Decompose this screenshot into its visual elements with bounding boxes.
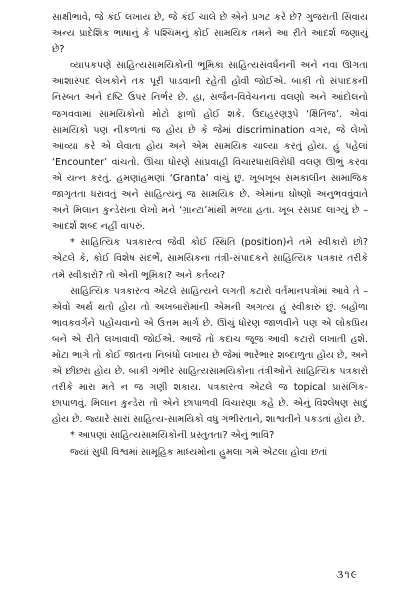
paragraph: વ્યાપકપણે સાહિત્યસામયિકોની ભૂમિકા સાહિત્યસંવર્ધનની અને નવા ઊગતા આશાસ્પદ લેખકોને તક પૂરી પાડવાની રહેતી હોવી જોઈએ. બાકી તો સંપાદકની નિસ્બત અને દષ્ટિ ઉપર નિર્ભર છે. હા, સર્જન-વિવેચનના વલણો અને આંદોલનો જગવવામાં સામયિકોનો મોટો ફાળો હોઈ શકે. ઉદાહરણરૂપે ‘ક્ષિતિજ’. એવાં સામયિકો પણ નીકળતાં જ હોય છે કે જેમાં discrimination વગર, જે લેખો આવ્યા કરે એ લેવાતા હોય અને એમ સામયિક ચાલ્યા કરતું હોય. હું પહેલાં ‘Encounter’ વાંચતો. ઊંચા ધોરણે સાંપ્રવાહી વિચારધારાવિરોધી વલણ ઊભું કરવા એ યત્ન કરતું. હમણાંહમણાં ‘Granta’ વાંચું છું. ખૂબખૂબ સમકાલીન સામાજિક જાગૃતતા ધરાવતું અને સાહિત્યનું જ સામયિક છે. એમાંના ઘોષ્ણો અનુભવવુંવાતે અને મિલાન કુન્ડેરાના લેખો મને ‘ગ્રાન્ટા’માંથી મળ્યા હતા. ખૂબ રસપ્રદ લાગ્યું છે – આદર્શ શબ્દ નહીં વાપરું. (52, 60, 368, 233)
question-paragraph: * આપણાં સાહિત્યસામયિકોની પ્રસ્તુતતા? એનું ભાવિ? (70, 430, 275, 442)
paragraph: જ્યાં સુધી વિશ્વમાં સામૂહિક માધ્યમોના હુમલા ગમે એટલા હોવા છતાં (70, 446, 328, 458)
page-text-body (52, 10, 368, 461)
paragraph: સાહિત્યિક પત્રકારત્વ એટલે સાહિત્યને લગતી કટારો વર્તમાનપત્રોમાં આવે તે – એવો અર્થ થતો હોય તો અખબારોમાંની એમની અગત્ય હું સ્વીકારું છું. બહોળા ભાવકવર્ગને પહોંચવાનો એ ઉત્તમ માર્ગ છે. ઊંચું ધોરણ જાળવીને પણ એ લોકપ્રિય બને એ રીતે લખાવાવી જોઈએ. આજે તો કદાચ જૂજ આવી કટારો લખાતી હશે. મોટા ભાગે તો કોઈ જાતના નિબંધો લખાય છે જેમાં ભારેભાર શબ્દાળુતા હોય છે, અને એ છીછરા હોય છે. બાકી ગંભીર સાહિત્યસામયિકોના તંત્રીઓને સાહિત્યિક પત્રકારો તરીકે મારા મતે ન જ ગણી શકાય. પત્રકારત્વ એટલે જ topical પ્રાસંગિક-છાપાળવું. મિલાન કુન્ડેરા તો એને છાપાળવી વિચારણા કહે છે. એનું વિશ્લેષણ સાદું હોય છે. જ્યારે સારાં સાહિત્ય-સામયિકો વધુ ગંભીરતાને, શાશ્વતીને પકડતાં હોય છે. (52, 285, 368, 426)
page-number: ૩૧૯ (336, 568, 359, 581)
question-paragraph: * સાહિત્યિક પત્રકારત્વ જેવી કોઈ સ્થિતિ (position)ને તમે સ્વીકારો છો? એટલે કે, કોઈ વિશેષ સંદર્ભે, સામયિકના તંત્રી-સંપાદકને સાહિત્યિક પત્રકાર તરીકે તમે સ્વીકારો? તો એની ભૂમિકા? અને કર્તવ્ય? (52, 237, 368, 281)
paragraph: સાક્ષીભાવે, જે કંઈ લખાય છે, જે કંઈ ચાલે છે એને પ્રગટ કરે છે? ગુજરાતી સિવાય અન્ય પ્રાદેશિક ભાષાનું કે પશ્ચિમનું કોઈ સામયિક તમને આ રીતે આદર્શ જણાયું છે? (52, 12, 368, 56)
